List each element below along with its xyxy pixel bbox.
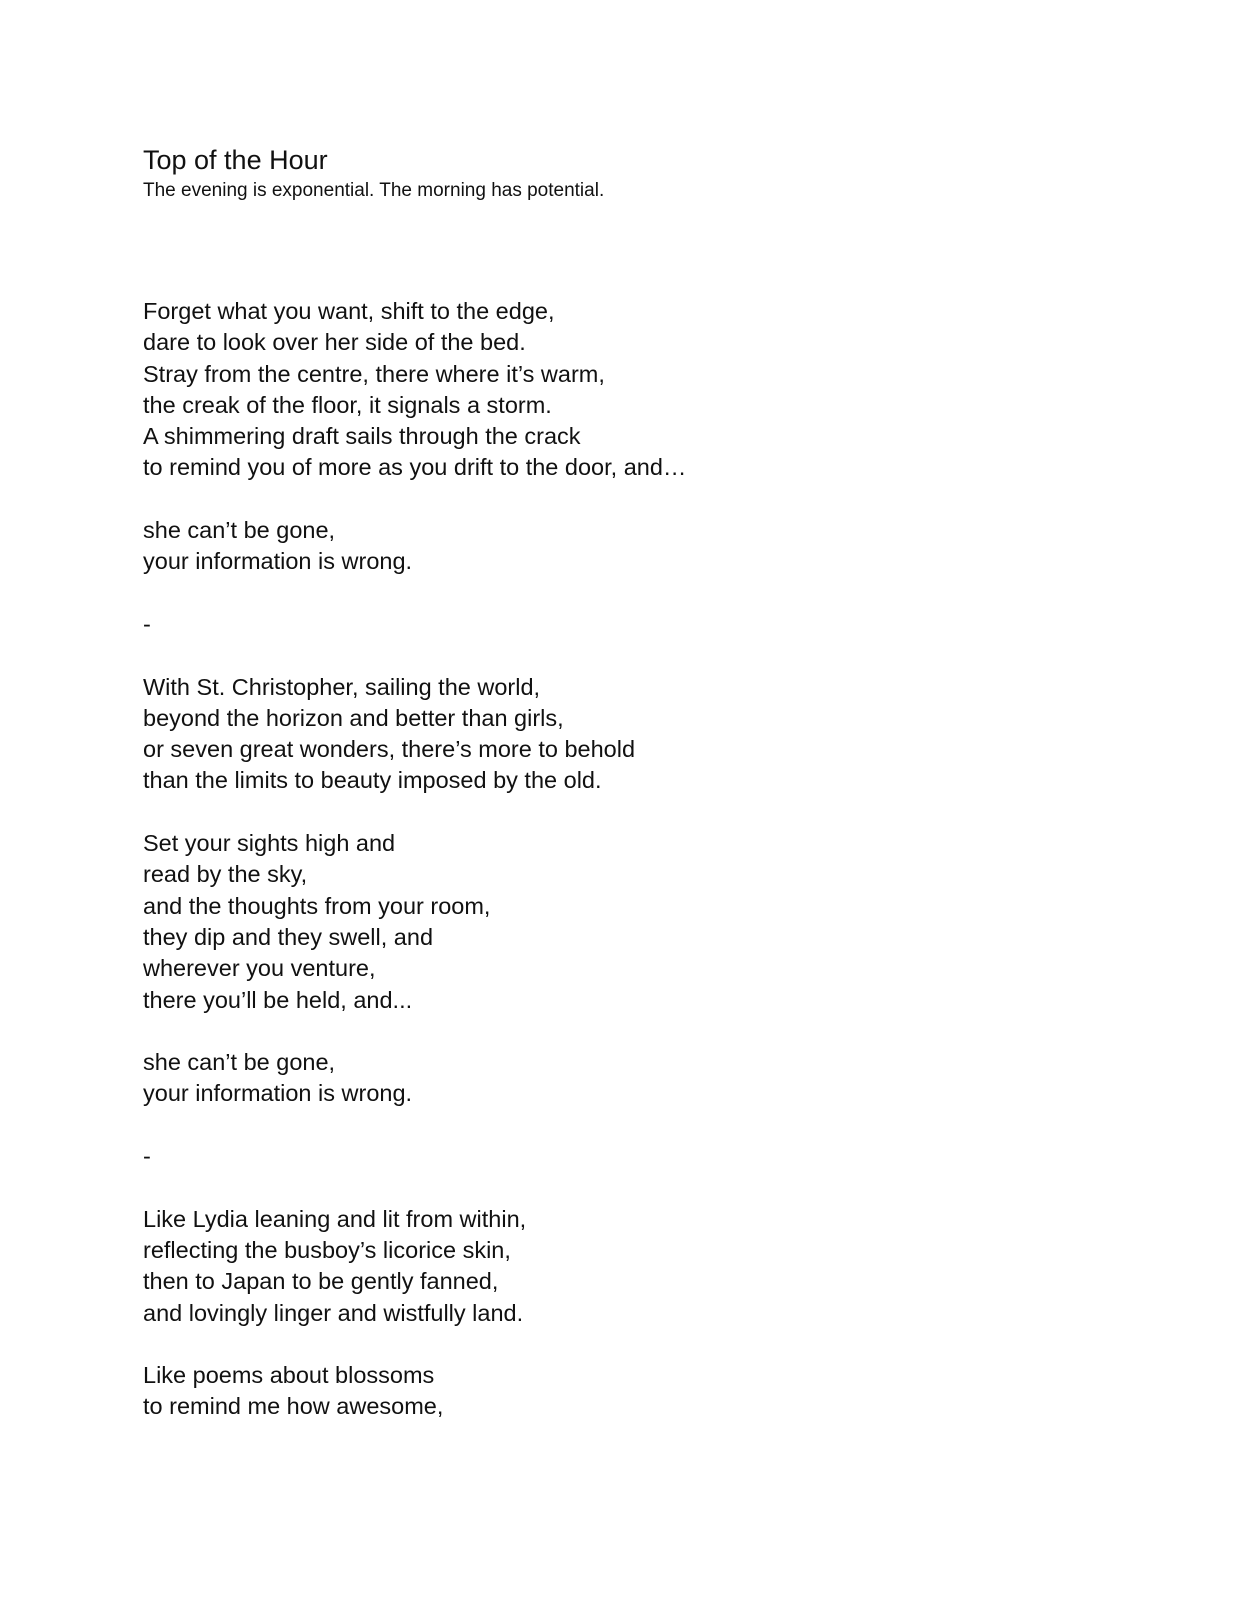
poem-line: to remind you of more as you drift to the door, and… bbox=[143, 454, 687, 481]
stanza-gap bbox=[143, 578, 1143, 609]
stanza-5 bbox=[143, 1360, 1143, 1423]
stanza-gap bbox=[143, 1329, 1143, 1360]
document-subtitle: The evening is exponential. The morning has potential. bbox=[143, 180, 605, 201]
poem-line: beyond the horizon and better than girls, bbox=[143, 704, 564, 731]
section-separator: - bbox=[143, 1143, 151, 1170]
poem-line: the creak of the floor, it signals a storm. bbox=[143, 391, 552, 418]
poem-line: Like Lydia leaning and lit from within, bbox=[143, 1205, 527, 1232]
poem-line: your information is wrong. bbox=[143, 1080, 413, 1107]
stanza-gap bbox=[143, 1110, 1143, 1141]
poem-line: Stray from the centre, there where it’s warm, bbox=[143, 360, 605, 387]
stanza-2 bbox=[143, 672, 1143, 797]
poem-line: wherever you venture, bbox=[143, 955, 376, 982]
poem-line: or seven great wonders, there’s more to behold bbox=[143, 736, 636, 763]
poem-line: Like poems about blossoms bbox=[143, 1362, 435, 1389]
stanza-gap bbox=[143, 797, 1143, 828]
refrain-1 bbox=[143, 515, 1143, 578]
poem-line: and lovingly linger and wistfully land. bbox=[143, 1299, 524, 1326]
stanza-gap bbox=[143, 640, 1143, 671]
poem-line: she can’t be gone, bbox=[143, 1049, 336, 1076]
poem-line: than the limits to beauty imposed by the old. bbox=[143, 767, 602, 794]
poem-line: she can’t be gone, bbox=[143, 517, 336, 544]
refrain-2 bbox=[143, 1047, 1143, 1110]
poem-line: there you’ll be held, and... bbox=[143, 986, 413, 1013]
poem-line: With St. Christopher, sailing the world, bbox=[143, 673, 541, 700]
poem-line: A shimmering draft sails through the crack bbox=[143, 423, 581, 450]
poem-line: reflecting the busboy’s licorice skin, bbox=[143, 1236, 511, 1263]
poem-line: dare to look over her side of the bed. bbox=[143, 329, 526, 356]
stanza-gap bbox=[143, 1016, 1143, 1047]
stanza-4 bbox=[143, 1204, 1143, 1329]
poem-line: Set your sights high and bbox=[143, 830, 396, 857]
poem-body bbox=[143, 296, 1143, 1423]
poem-line: read by the sky, bbox=[143, 861, 308, 888]
poem-line: and the thoughts from your room, bbox=[143, 892, 491, 919]
poem-line: your information is wrong. bbox=[143, 548, 413, 575]
poem-line: they dip and they swell, and bbox=[143, 923, 434, 950]
stanza-gap bbox=[143, 1172, 1143, 1203]
poem-line: then to Japan to be gently fanned, bbox=[143, 1268, 499, 1295]
poem-line: Forget what you want, shift to the edge, bbox=[143, 298, 555, 324]
section-separator: - bbox=[143, 610, 151, 637]
stanza-1 bbox=[143, 296, 1143, 484]
document-title: Top of the Hour bbox=[143, 145, 328, 175]
stanza-3 bbox=[143, 828, 1143, 1016]
stanza-gap bbox=[143, 484, 1143, 515]
poem-line: to remind me how awesome, bbox=[143, 1393, 444, 1420]
